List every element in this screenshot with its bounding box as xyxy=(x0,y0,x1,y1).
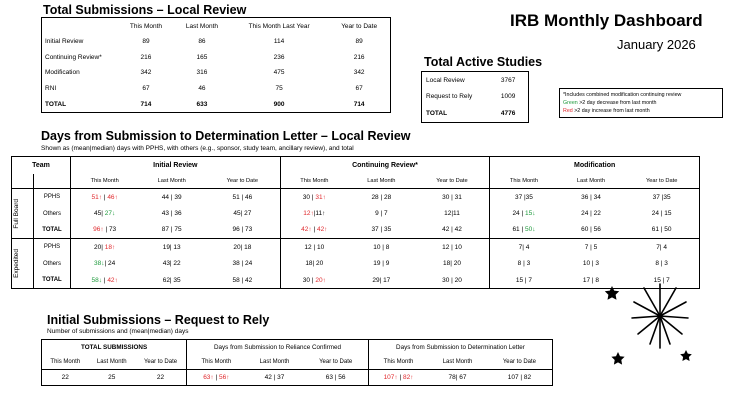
cell: 236 xyxy=(273,53,285,61)
cell-value: 12 | 10 xyxy=(442,243,462,251)
cell-value: 43 | 36 xyxy=(161,210,182,218)
row-label: Modification xyxy=(45,69,80,77)
legend-red xyxy=(563,107,719,115)
row-label: PPHS xyxy=(34,189,71,206)
cell: 75 xyxy=(275,85,283,93)
subcol-header: Year to Date xyxy=(319,358,353,365)
cell-value: 12↑ xyxy=(303,210,314,218)
cell-value: 9 | 7 xyxy=(375,210,388,218)
cell xyxy=(71,256,139,272)
cell-value: |11↑ xyxy=(313,210,326,218)
dashboard-date: January 2026 xyxy=(617,37,696,52)
row-label: TOTAL xyxy=(34,272,71,289)
table-row xyxy=(42,65,391,81)
cell xyxy=(138,189,205,206)
block-label xyxy=(12,189,34,239)
cell: 633 xyxy=(196,100,208,108)
group-header-row xyxy=(12,157,700,175)
cell xyxy=(280,189,348,206)
cell-value: 45| xyxy=(94,210,105,218)
cell-value: 36 | 34 xyxy=(581,193,601,201)
cell xyxy=(205,205,280,221)
subcol-header: Last Month xyxy=(442,358,473,365)
cell-value: 31↑ xyxy=(315,193,326,201)
cell xyxy=(558,256,625,272)
submissions-title: Total Submissions – Local Review xyxy=(43,3,247,17)
cell xyxy=(280,205,348,221)
cell xyxy=(205,256,280,272)
cell xyxy=(135,370,187,386)
col-header: Year to Date xyxy=(341,22,378,30)
row-label: Request to Rely xyxy=(426,93,473,101)
cell xyxy=(187,370,246,386)
cell xyxy=(348,239,415,256)
cell xyxy=(348,189,415,206)
cell-value: 42 | 37 xyxy=(264,373,285,381)
cell xyxy=(558,222,625,239)
cell-value: 107↑ xyxy=(383,373,398,381)
subcol-header-row xyxy=(42,355,553,370)
cell-value: 38↓ xyxy=(94,260,105,268)
col-header: Last Month xyxy=(185,22,219,30)
cell-value: | xyxy=(102,276,108,284)
cell-value: 12 | 10 xyxy=(304,243,325,251)
cell: 165 xyxy=(196,53,208,61)
cell-value: 10 | 8 xyxy=(373,243,390,251)
cell xyxy=(348,205,415,221)
cell-value: 37 |35 xyxy=(514,193,533,201)
subcol-header: Last Month xyxy=(576,178,606,184)
cell xyxy=(490,239,558,256)
days-subtitle: Shown as (mean|median) days with PPHS, with others (e.g., sponsor, study team, ancillary review), and total xyxy=(41,145,354,152)
cell-value: 78| 67 xyxy=(448,373,467,381)
cell xyxy=(71,189,139,206)
subcol-header-row xyxy=(12,174,700,189)
cell xyxy=(280,272,348,289)
cell-value: 44 | 39 xyxy=(161,193,182,201)
cell-value: 20| xyxy=(94,243,105,251)
cell xyxy=(490,222,558,239)
cell xyxy=(280,239,348,256)
subcol-header: Year to Date xyxy=(645,178,678,184)
cell: 89 xyxy=(355,38,363,46)
table-row xyxy=(422,89,529,106)
cell-value: 30 | xyxy=(302,276,316,284)
cell-value: 18↑ xyxy=(104,243,116,251)
subcol-header: Last Month xyxy=(259,358,290,365)
cell xyxy=(624,205,699,221)
cell-value: 22 xyxy=(61,373,69,381)
cell xyxy=(71,239,139,256)
cell-value: 56↑ xyxy=(218,373,230,381)
table-row xyxy=(12,205,700,221)
fireworks-icon xyxy=(604,280,692,365)
cell-value: 61 | 50 xyxy=(651,226,672,234)
cell-value: 20↑ xyxy=(315,276,326,284)
subcol-header: This Month xyxy=(90,178,119,184)
subcol-header: This Month xyxy=(50,358,81,365)
group-header: Days from Submission to Determination Letter xyxy=(368,340,552,355)
cell xyxy=(490,272,558,289)
subcol-header: Year to Date xyxy=(143,358,178,365)
group-header: Days from Submission to Reliance Confirmed xyxy=(187,340,369,355)
cell: 316 xyxy=(196,69,208,77)
cell-value: 8 | 3 xyxy=(655,260,668,268)
cell xyxy=(487,370,553,386)
cell-value: 19 | 9 xyxy=(373,260,390,268)
legend-green xyxy=(563,99,719,107)
cell: 67 xyxy=(142,85,150,93)
cell xyxy=(624,222,699,239)
cell-value: 61 | xyxy=(512,226,525,234)
cell xyxy=(490,256,558,272)
cell-value: | xyxy=(397,373,403,381)
cell-value: 7| 4 xyxy=(518,243,530,251)
legend-green-text: >2 day decrease from last month xyxy=(577,100,657,106)
cell xyxy=(415,205,490,221)
table-row-total xyxy=(42,96,391,112)
cell-value: 107 | 82 xyxy=(507,373,532,381)
cell: 342 xyxy=(140,69,152,77)
row-label: Others xyxy=(34,256,71,272)
submissions-table xyxy=(41,17,391,113)
cell-value: 60 | 56 xyxy=(581,226,601,234)
subcol-header: This Month xyxy=(187,355,246,370)
table-row xyxy=(42,81,391,97)
cell xyxy=(624,189,699,206)
cell-value: 87 | 75 xyxy=(161,226,182,234)
subcol-header: Last Month xyxy=(367,178,396,184)
table-row xyxy=(42,370,553,386)
col-header: This Month xyxy=(129,22,163,30)
cell xyxy=(205,222,280,239)
legend-red-word: Red xyxy=(563,108,573,114)
table-row xyxy=(42,34,391,50)
cell xyxy=(558,205,625,221)
cell xyxy=(304,370,369,386)
subcol-header: This Month xyxy=(280,174,348,189)
cell xyxy=(42,370,89,386)
cell xyxy=(138,222,205,239)
table-row xyxy=(12,189,700,206)
cell-value: 12|11 xyxy=(444,210,460,218)
rely-table xyxy=(41,339,553,386)
cell-value: 15 | 7 xyxy=(515,276,533,284)
cell: 714 xyxy=(140,100,152,108)
cell-value: 7| 4 xyxy=(656,243,668,251)
cell xyxy=(490,205,558,221)
cell: 714 xyxy=(353,100,365,108)
subcol-header: Last Month xyxy=(96,358,127,365)
cell xyxy=(415,239,490,256)
legend-red-text: >2 day increase from last month xyxy=(572,108,650,114)
row-label: RNI xyxy=(45,85,57,93)
cell: 475 xyxy=(273,69,285,77)
cell-value: 10 | 3 xyxy=(582,260,600,268)
days-table xyxy=(11,156,700,289)
cell-value: 42↑ xyxy=(107,276,118,284)
cell xyxy=(138,239,205,256)
cell-value: 30 | xyxy=(302,193,316,201)
cell xyxy=(138,205,205,221)
cell xyxy=(624,256,699,272)
cell xyxy=(428,370,487,386)
cell xyxy=(71,222,139,239)
cell xyxy=(205,239,280,256)
cell-value: 38 | 24 xyxy=(232,260,253,268)
row-label: TOTAL xyxy=(45,100,67,108)
cell-value: 30 | 31 xyxy=(442,193,462,201)
cell-value: 17 | 8 xyxy=(582,276,600,284)
cell-value: 15 | 7 xyxy=(653,276,670,284)
cell-value: 37 |35 xyxy=(652,193,671,201)
row-label: Continuing Review* xyxy=(45,53,102,61)
cell-value: 82↑ xyxy=(402,373,414,381)
cell-value: | xyxy=(311,226,317,234)
table-row xyxy=(12,239,700,256)
subcol-header: Year to Date xyxy=(502,358,536,365)
cell-value: 63↑ xyxy=(203,373,214,381)
cell-value: 43| 22 xyxy=(162,260,181,268)
block-label-text: Expedited xyxy=(13,249,20,279)
cell-value: 96↑ xyxy=(93,226,104,234)
cell xyxy=(205,272,280,289)
cell-value: 46↑ xyxy=(107,193,118,201)
cell-value: 18| 20 xyxy=(305,260,324,268)
table-row-total xyxy=(12,272,700,289)
subcol-header: This Month xyxy=(368,355,428,370)
cell: 1009 xyxy=(500,93,516,101)
active-studies-title: Total Active Studies xyxy=(424,55,543,69)
cell: 900 xyxy=(273,100,285,108)
group-header: Continuing Review* xyxy=(280,157,490,175)
legend-note: *Includes combined modification continuing review xyxy=(563,92,682,98)
row-label: Initial Review xyxy=(45,38,84,46)
cell xyxy=(415,256,490,272)
cell: 89 xyxy=(142,38,150,46)
cell-value: 45| 27 xyxy=(233,210,252,218)
row-label: Local Review xyxy=(426,76,465,84)
cell-value: 27↓ xyxy=(104,210,116,218)
cell xyxy=(71,205,139,221)
cell-value: 58↓ xyxy=(91,276,102,284)
cell: 342 xyxy=(353,69,365,77)
days-title: Days from Submission to Determination Letter – Local Review xyxy=(41,129,411,143)
cell-value: 62| 35 xyxy=(162,276,181,284)
cell xyxy=(280,256,348,272)
cell: 3767 xyxy=(500,76,516,84)
cell-value: 30 | 20 xyxy=(442,276,462,284)
cell: 46 xyxy=(198,85,206,93)
cell xyxy=(348,256,415,272)
cell xyxy=(89,370,135,386)
rely-title: Initial Submissions – Request to Rely xyxy=(47,313,270,327)
subcol-header: Year to Date xyxy=(436,178,468,184)
rely-subtitle: Number of submissions and (mean|median) days xyxy=(47,328,189,335)
block-label-text: Full Board xyxy=(13,198,20,229)
cell-value: 19| 13 xyxy=(162,243,181,251)
cell xyxy=(624,239,699,256)
cell-value: 24 | xyxy=(512,210,525,218)
cell xyxy=(558,189,625,206)
table-row xyxy=(12,256,700,272)
cell: 67 xyxy=(355,85,363,93)
group-header: Initial Review xyxy=(153,162,198,169)
cell xyxy=(558,239,625,256)
cell-value: | xyxy=(213,373,219,381)
group-header: Modification xyxy=(490,157,700,175)
cell xyxy=(138,272,205,289)
cell-value: 20| 18 xyxy=(233,243,252,251)
cell xyxy=(490,189,558,206)
group-header: TOTAL SUBMISSIONS xyxy=(81,343,148,351)
col-header: This Month Last Year xyxy=(248,22,310,30)
cell xyxy=(280,222,348,239)
subcol-header: Last Month xyxy=(157,178,186,184)
block-label xyxy=(12,239,34,289)
dashboard-title: IRB Monthly Dashboard xyxy=(510,11,703,30)
cell-value: 15↓ xyxy=(524,210,536,218)
subcol-header: Year to Date xyxy=(226,178,259,184)
row-label: TOTAL xyxy=(34,222,71,239)
cell-value: 18| 20 xyxy=(443,260,461,268)
cell-value: 28 | 28 xyxy=(371,193,392,201)
cell-value: 29| 17 xyxy=(372,276,391,284)
cell-value: 50↓ xyxy=(524,226,536,234)
cell-value: 42↑ xyxy=(301,226,312,234)
row-label: TOTAL xyxy=(426,109,448,117)
cell-value: | 24 xyxy=(104,260,116,268)
cell-value: | xyxy=(102,193,108,201)
cell: 114 xyxy=(273,38,285,46)
cell-value: 63 | 56 xyxy=(325,373,346,381)
cell xyxy=(71,272,139,289)
cell-value: 42 | 42 xyxy=(442,226,462,234)
cell-value: 22 xyxy=(156,373,165,381)
cell-value: 8 | 3 xyxy=(517,260,531,268)
cell-value: 24 | 22 xyxy=(581,210,601,218)
table-row xyxy=(42,50,391,66)
legend-box xyxy=(559,88,723,118)
cell-value: 96 | 73 xyxy=(232,226,253,234)
row-label: PPHS xyxy=(34,239,71,256)
cell-value: 24 | 15 xyxy=(651,210,672,218)
group-header-row xyxy=(42,340,553,355)
cell-value: | 73 xyxy=(103,226,117,234)
cell-value: 42↑ xyxy=(316,226,328,234)
cell xyxy=(415,189,490,206)
row-label: Others xyxy=(34,205,71,221)
cell xyxy=(348,222,415,239)
table-row-total xyxy=(422,105,529,122)
days-body xyxy=(12,189,700,289)
cell xyxy=(205,189,280,206)
legend-green-word: Green xyxy=(563,100,578,106)
cell-value: 51 | 46 xyxy=(232,193,253,201)
cell: 86 xyxy=(198,38,206,46)
table-row-total xyxy=(12,222,700,239)
table-row xyxy=(422,72,529,89)
cell xyxy=(415,272,490,289)
cell xyxy=(415,222,490,239)
subcol-header: This Month xyxy=(490,174,558,189)
cell-value: 51↑ xyxy=(91,193,102,201)
cell: 4776 xyxy=(500,109,516,117)
cell xyxy=(246,370,304,386)
cell xyxy=(348,272,415,289)
cell-value: 37 | 35 xyxy=(371,226,392,234)
cell-value: 25 xyxy=(108,373,116,381)
team-header: Team xyxy=(12,157,71,175)
cell xyxy=(138,256,205,272)
cell-value: 58 | 42 xyxy=(232,276,253,284)
cell: 216 xyxy=(353,53,365,61)
cell xyxy=(368,370,428,386)
active-studies-table xyxy=(421,71,529,123)
cell-value: 7 | 5 xyxy=(584,243,598,251)
cell: 216 xyxy=(140,53,152,61)
